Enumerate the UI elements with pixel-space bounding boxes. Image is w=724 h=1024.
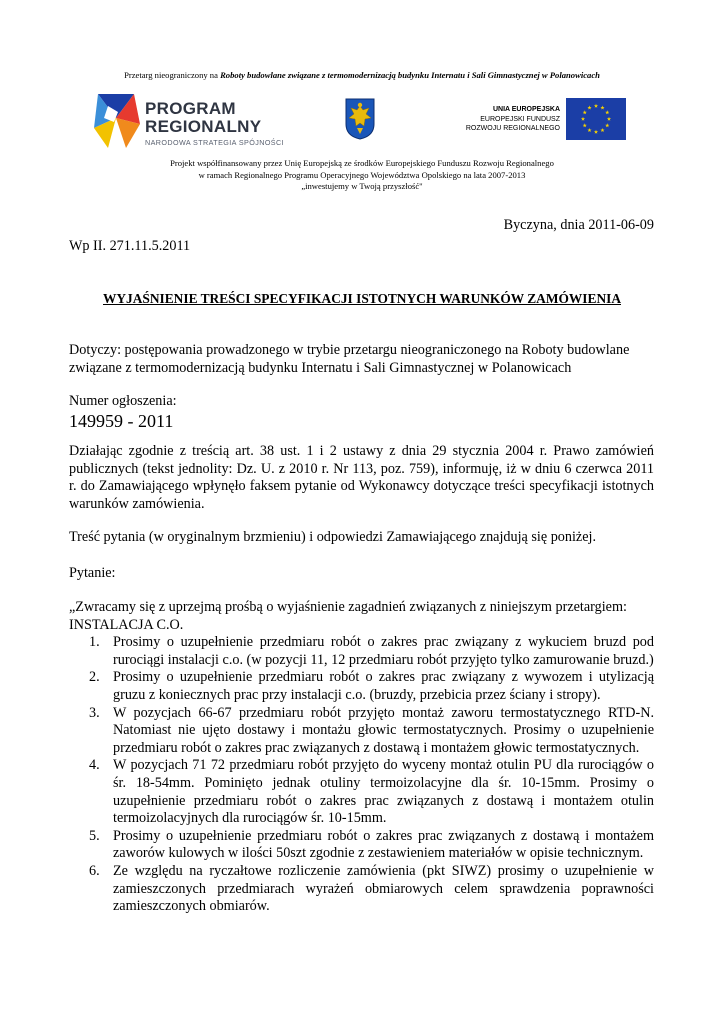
program-regionalny-star-icon	[94, 94, 140, 148]
notice-block	[69, 393, 654, 431]
eu-line3: ROZWOJU REGIONALNEGO	[465, 125, 560, 132]
eu-flag-icon	[566, 98, 626, 140]
concerns-paragraph	[69, 342, 654, 377]
concerns-line2: związane z termomodernizacją budynku Internatu i Sali Gimnastycznej w Polanowicach	[69, 359, 572, 376]
list-item	[69, 634, 654, 669]
notice-number: 149959 - 2011	[69, 410, 174, 431]
content-note: Treść pytania (w oryginalnym brzmieniu) i odpowiedzi Zamawiającego znajdują się poniżej.	[69, 529, 597, 545]
project-line3: „inwestujemy w Twoją przyszłość"	[301, 181, 423, 191]
item-number: 3.	[89, 704, 100, 721]
item-text: W pozycjach 66-67 przedmiaru robót przyjęto montaż zaworu termostatycznego RTD-N. Natomiast nie ujęto dostawy i montażu głowic termostatycznych. Prosimy o uzupełnienie przedmiaru robót o zakres prac związanych z dostawą i montażem głowic termostatycznych.	[113, 704, 654, 756]
item-number: 4.	[89, 757, 100, 774]
eu-line1: UNIA EUROPEJSKA	[492, 106, 560, 113]
intro-paragraph: Działając zgodnie z treścią art. 38 ust. 1 i 2 ustawy z dnia 29 stycznia 2004 r. Prawo zamówień publicznych (tekst jednolity: Dz. U. z 2010 r. Nr 113, poz. 759), informuję, iż w dniu 6 czerwca 2011 r. do Zamawiającego wpłynęło faksem pytanie od Wykonawcy dotyczące treści specyfikacji istotnych warunków zamówienia.	[69, 443, 654, 512]
document-title: WYJAŚNIENIE TREŚCI SPECYFIKACJI ISTOTNYCH WARUNKÓW ZAMÓWIENIA	[103, 291, 621, 306]
program-line3: NARODOWA STRATEGIA SPÓJNOŚCI	[145, 138, 284, 147]
program-line1: PROGRAM	[145, 99, 236, 118]
project-info	[0, 158, 724, 193]
question-label: Pytanie:	[69, 565, 116, 581]
project-line2: w ramach Regionalnego Programu Operacyjnego Województwa Opolskiego na lata 2007-2013	[198, 169, 526, 180]
list-item	[69, 669, 654, 704]
tender-subject: Roboty budowlane związane z termomodernizacją budynku Internatu i Sali Gimnastycznej w Polanowicach	[220, 70, 600, 80]
notice-label: Numer ogłoszenia:	[69, 393, 177, 409]
program-line2: REGIONALNY	[145, 117, 262, 136]
item-number: 6.	[89, 862, 100, 879]
list-item	[69, 757, 654, 827]
item-text: W pozycjach 71 72 przedmiaru robót przyjęto do wyceny montaż otulin PU dla rurociągów o śr. 18-54mm. Pominięto jednak otuliny termoizolacyjne dla śr. 10-15mm. Prosimy o uzupełnienie przedmiaru robót o zakres prac związanych z dostawą i montażem otulin termoizolacyjnych dla rurociągów śr. 10-15mm.	[113, 757, 654, 827]
item-number: 2.	[89, 669, 100, 686]
question-body	[69, 599, 654, 916]
document-date: Byczyna, dnia 2011-06-09	[503, 217, 654, 233]
tender-prefix: Przetarg nieograniczony na	[124, 70, 221, 80]
section-heading: INSTALACJA C.O.	[69, 616, 184, 633]
item-number: 1.	[89, 634, 100, 651]
question-intro: „Zwracamy się z uprzejmą prośbą o wyjaśnienie zagadnień związanych z niniejszym przetargiem:	[69, 599, 627, 615]
document-reference: Wp II. 271.11.5.2011	[69, 238, 191, 254]
eu-line2: EUROPEJSKI FUNDUSZ	[480, 115, 560, 123]
item-number: 5.	[89, 827, 100, 844]
list-item	[69, 705, 654, 758]
program-regionalny-wordmark	[145, 100, 284, 147]
opole-eagle-crest-icon	[345, 98, 375, 140]
tender-header	[0, 70, 724, 81]
item-text: Prosimy o uzupełnienie przedmiaru robót o zakres prac związanych z dostawą i montażem zaworów kulowych w ilości 50szt zgodnie z zestawieniem materiałów w opisie technicznym.	[113, 827, 654, 862]
project-line1: Projekt współfinansowany przez Unię Europejską ze środków Europejskiego Funduszu Rozwoju Regionalnego	[170, 158, 554, 168]
item-text: Prosimy o uzupełnienie przedmiaru robót o zakres prac związany z wykuciem bruzd pod rurociągi instalacji c.o. (w pozycji 11, 12 przedmiaru robót przyjęto tylko zamurowanie bruzd.)	[113, 634, 654, 668]
list-item	[69, 828, 654, 863]
item-text: Prosimy o uzupełnienie przedmiaru robót o zakres prac związany z wywozem i utylizacją gruzu z koniecznych prac przy instalacji c.o. (bruzdy, przebicia przez ściany i stropy).	[113, 669, 654, 703]
question-list	[69, 634, 654, 916]
list-item	[69, 863, 654, 916]
concerns-line1: Dotyczy: postępowania prowadzonego w trybie przetargu nieograniczonego na Roboty budowlane	[69, 342, 630, 358]
eu-text-block	[440, 105, 560, 134]
item-text: Ze względu na ryczałtowe rozliczenie zamówienia (pkt SIWZ) prosimy o uzupełnienie w zamieszczonych przedmiarach wyrażeń obmiarowych celem sprawdzenia poprawności zamieszczonych obmiarów.	[113, 862, 654, 915]
